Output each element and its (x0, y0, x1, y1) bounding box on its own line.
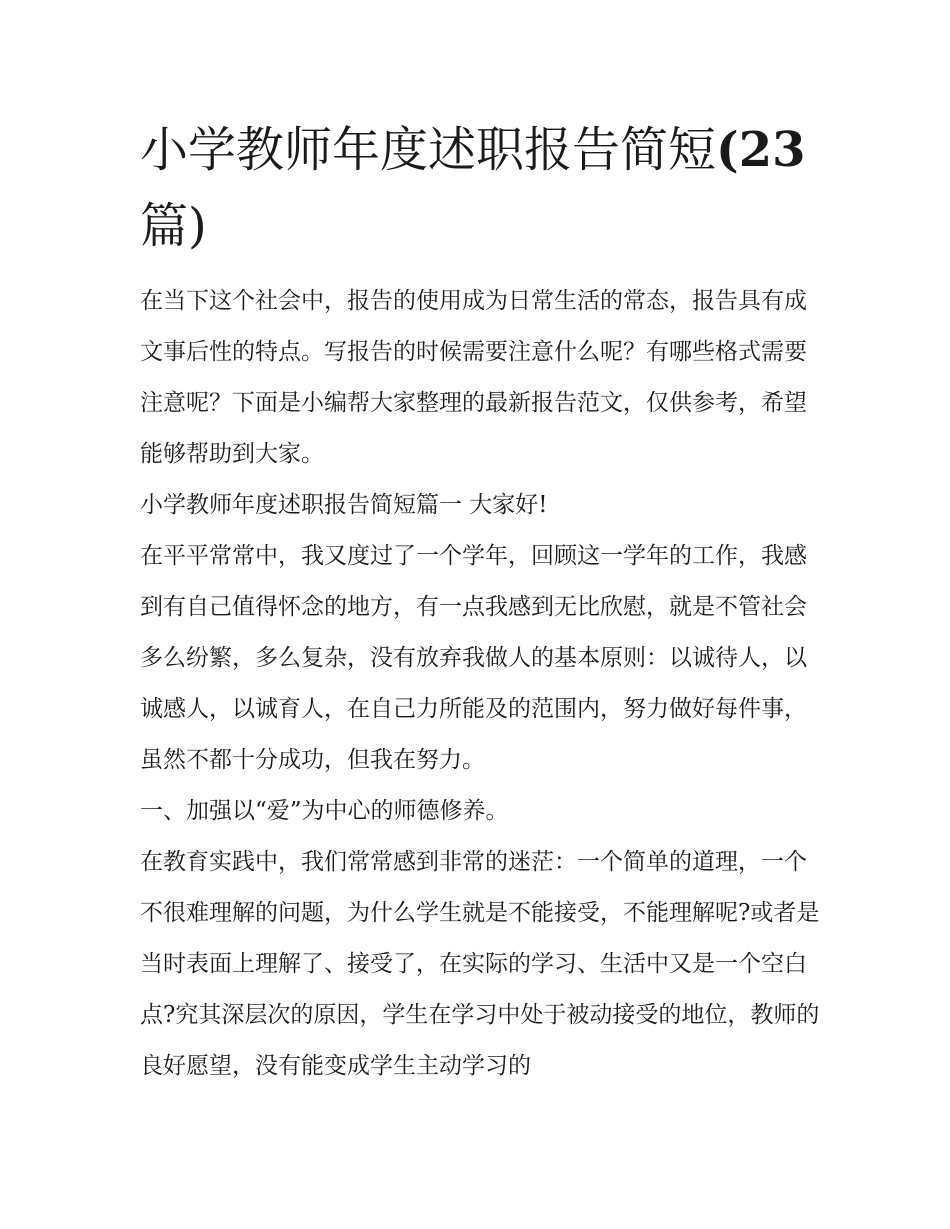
document-body (140, 276, 820, 1092)
title-main: 小学教师年度述职报告简短 (140, 122, 717, 178)
section-heading-part-one: 小学教师年度述职报告简短篇一 大家好! (140, 492, 548, 518)
section-heading-ethics: 一、加强以“爱”为中心的师德修养。 (140, 798, 509, 824)
body-paragraph: 在教育实践中，我们常常感到非常的迷茫：一个简单的道理，一个不很难理解的问题，为什么学生就是不能接受，不能理解呢?或者是当时表面上理解了、接受了，在实际的学习、生活中又是一个空白点?究其深层次的原因，学生在学习中处于被动接受的地位，教师的良好愿望，没有能变成学生主动学习的 (140, 849, 820, 1079)
body-paragraph: 在平平常常中，我又度过了一个学年，回顾这一学年的工作，我感到有自己值得怀念的地方，有一点我感到无比欣慰，就是不管社会多么纷繁，多么复杂，没有放弃我做人的基本原则：以诚待人，以诚感人，以诚育人，在自己力所能及的范围内，努力做好每件事，虽然不都十分成功，但我在努力。 (140, 543, 807, 773)
title-end: 篇) (140, 198, 207, 254)
title-number: (23 (716, 122, 806, 178)
document-title (140, 112, 820, 264)
intro-paragraph: 在当下这个社会中，报告的使用成为日常生活的常态，报告具有成文事后性的特点。写报告的时候需要注意什么呢？有哪些格式需要注意呢？下面是小编帮大家整理的最新报告范文，仅供参考，希望能够帮助到大家。 (140, 288, 807, 467)
